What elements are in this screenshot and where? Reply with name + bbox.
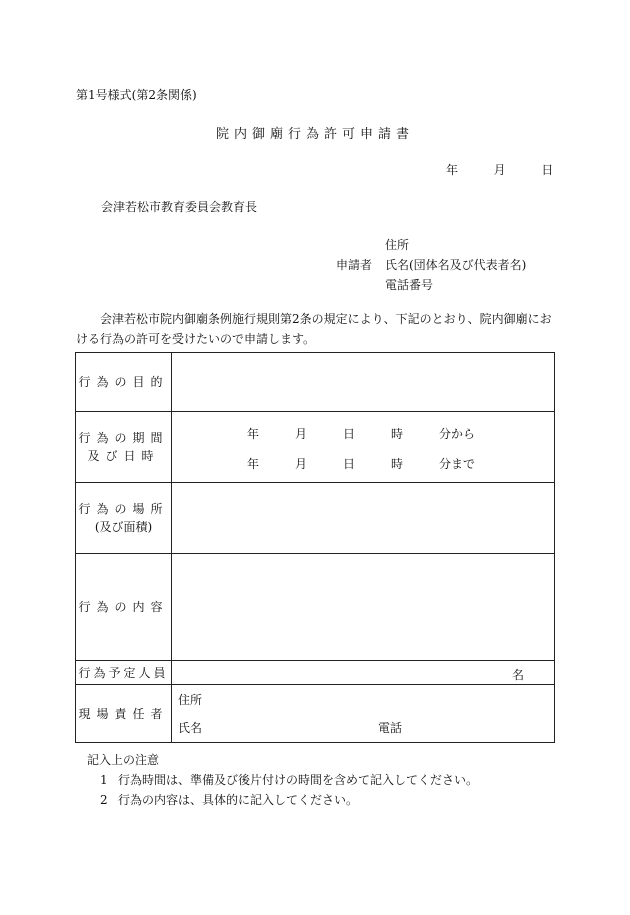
applicant-phone-label: 電話番号 (385, 278, 434, 292)
end-day: 日 (343, 457, 356, 471)
end-minute: 分まで (439, 457, 476, 471)
start-hour: 時 (391, 427, 404, 441)
form-number: 第1号様式(第2条関係) (76, 88, 197, 102)
note-text: 行為の内容は、具体的に記入してください。 (118, 793, 359, 807)
applicant-name-label: 氏名(団体名及び代表者名) (385, 258, 527, 272)
note-item (100, 791, 358, 808)
note-text: 行為時間は、準備及び後片付けの時間を含めて記入してください。 (118, 773, 479, 787)
start-minute: 分から (439, 427, 476, 441)
period-field[interactable] (172, 412, 555, 483)
addressee: 会津若松市教育委員会教育長 (101, 200, 258, 214)
period-end (172, 455, 554, 471)
date-month: 月 (493, 163, 506, 177)
persons-unit: 名 (511, 668, 524, 682)
supervisor-name-label: 氏名 (178, 721, 203, 735)
supervisor-address-label: 住所 (178, 693, 203, 707)
persons-field[interactable] (172, 661, 555, 685)
place-label-line1: 行為の場所 (78, 502, 169, 516)
document-title: 院内御廟行為許可申請書 (215, 127, 414, 142)
start-month: 月 (295, 427, 308, 441)
supervisor-field[interactable] (172, 685, 555, 743)
purpose-label: 行為の目的 (76, 353, 172, 412)
end-month: 月 (295, 457, 308, 471)
content-field[interactable] (172, 554, 555, 661)
supervisor-label: 現場責任者 (76, 685, 172, 743)
period-label-line2: 及び日時 (87, 449, 160, 463)
row-purpose (76, 353, 555, 412)
place-label-line2: (及び面積) (94, 520, 153, 534)
application-statement: 会津若松市院内御廟条例施行規則第2条の規定により、下記のとおり、院内御廟における行為の許可を受けたいので申請します。 (76, 312, 552, 346)
period-start (172, 425, 554, 441)
period-label-line1: 行為の期間 (78, 431, 169, 445)
start-year: 年 (247, 427, 260, 441)
note-item (100, 771, 478, 788)
start-day: 日 (343, 427, 356, 441)
persons-label: 行為予定人員 (76, 661, 172, 685)
row-persons (76, 661, 555, 685)
row-period (76, 412, 555, 483)
applicant-address-label: 住所 (385, 238, 410, 252)
purpose-field[interactable] (172, 353, 555, 412)
content-label: 行為の内容 (76, 554, 172, 661)
end-year: 年 (247, 457, 260, 471)
date-day: 日 (541, 163, 554, 177)
supervisor-phone-label: 電話 (378, 721, 403, 735)
note-number: 1 (100, 773, 108, 787)
notes-title: 記入上の注意 (87, 753, 160, 767)
row-place (76, 483, 555, 554)
date-line (446, 161, 553, 178)
period-label (76, 412, 172, 483)
place-label (76, 483, 172, 554)
row-supervisor (76, 685, 555, 743)
applicant-role: 申請者 (336, 258, 373, 272)
row-content (76, 554, 555, 661)
date-year: 年 (446, 163, 459, 177)
end-hour: 時 (391, 457, 404, 471)
place-field[interactable] (172, 483, 555, 554)
note-number: 2 (100, 793, 108, 807)
application-form-table (75, 352, 555, 743)
